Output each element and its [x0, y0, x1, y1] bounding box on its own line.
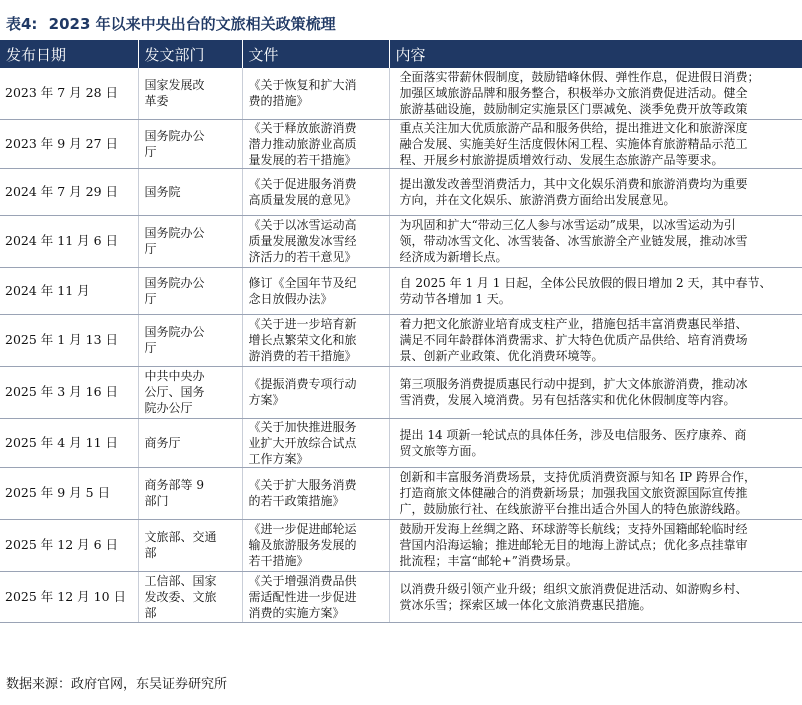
- cell-dept-line: 发改委、文旅: [144, 589, 217, 604]
- cell-dept-line: 厅: [144, 144, 157, 159]
- cell-content-line: 以消费升级引领产业升级；组织文旅消费促进活动、如游购乡村、: [399, 581, 748, 596]
- cell-dept: [138, 467, 242, 519]
- data-source: 数据来源：政府官网，东吴证券研究所: [6, 677, 228, 692]
- table-body: [0, 68, 802, 622]
- header-dept: 发文部门: [138, 40, 242, 68]
- cell-doc-line: 若干措施》: [248, 554, 309, 568]
- cell-content-line: 着力把文化旅游业培育成支柱产业，措施包括丰富消费惠民举措、: [399, 317, 748, 331]
- cell-dept: [138, 267, 242, 314]
- cell-dept: [138, 366, 242, 418]
- cell-dept-line: 工信部、国家: [144, 573, 217, 588]
- cell-date: 2025 年 12 月 6 日: [0, 519, 138, 571]
- table-row: [0, 68, 802, 119]
- cell-dept-line: 国务院办公: [144, 226, 205, 240]
- cell-dept-line: 院办公厅: [144, 401, 193, 415]
- table-row: [0, 571, 802, 622]
- cell-content-line: 第三项服务消费提质惠民行动中提到，扩大文体旅游消费，推动冰: [399, 377, 748, 391]
- cell-doc-line: 《关于增强消费品供: [248, 573, 357, 588]
- cell-content-line: 鼓励开发海上丝绸之路、环球游等长航线；支持外国籍邮轮临时经: [399, 522, 748, 536]
- cell-dept-line: 国务院办公: [144, 275, 205, 290]
- header-date: 发布日期: [0, 40, 138, 68]
- header-doc: 文件: [242, 40, 389, 68]
- cell-doc-line: 《提振消费专项行动: [248, 377, 357, 391]
- cell-dept-line: 国务院办公: [144, 128, 205, 143]
- cell-dept-line: 部: [144, 605, 157, 620]
- cell-dept: [138, 215, 242, 267]
- table-row: [0, 314, 802, 366]
- table-row: [0, 267, 802, 314]
- cell-dept-line: 国务院: [144, 184, 181, 199]
- cell-dept-line: 国务院办公: [144, 325, 205, 339]
- cell-dept-line: 厅: [144, 242, 157, 256]
- cell-content: [389, 571, 802, 622]
- cell-doc: [242, 68, 389, 119]
- table-title-label: 表4:: [6, 15, 38, 33]
- cell-content-line: 赏冰乐雪；探索区域一体化文旅消费惠民措施。: [399, 597, 652, 612]
- cell-content-line: 批流程；丰富“邮轮+”消费场景。: [399, 554, 578, 568]
- cell-doc: [242, 467, 389, 519]
- cell-dept-line: 中共中央办: [144, 369, 205, 383]
- cell-content: [389, 215, 802, 267]
- cell-content-line: 劳动节各增加 1 天。: [399, 291, 511, 306]
- cell-doc: [242, 366, 389, 418]
- cell-content-line: 为巩固和扩大“带动三亿人参与冰雪运动”成果，以冰雪运动为引: [399, 218, 736, 232]
- cell-dept-line: 文旅部、交通: [144, 530, 217, 544]
- cell-dept-line: 国家发展改: [144, 78, 205, 93]
- cell-doc-line: 《关于恢复和扩大消: [248, 78, 357, 93]
- cell-dept-line: 商务厅: [144, 435, 181, 450]
- cell-doc-line: 需适配性进一步促进: [248, 589, 357, 604]
- cell-content: [389, 519, 802, 571]
- cell-doc-line: 业扩大开放综合试点: [248, 435, 357, 450]
- cell-doc: [242, 119, 389, 168]
- cell-doc-line: 潜力推动旅游业高质: [248, 136, 357, 151]
- cell-doc: [242, 267, 389, 314]
- cell-content-line: 创新和丰富服务消费场景，支持优质消费资源与知名 IP 跨界合作，: [399, 470, 756, 484]
- cell-doc: [242, 519, 389, 571]
- cell-content: [389, 366, 802, 418]
- table-row: [0, 168, 802, 215]
- cell-dept: [138, 519, 242, 571]
- table-row: [0, 366, 802, 418]
- cell-content-line: 满足不同年龄群体消费需求、扩大特色优质产品供给、培育消费场: [399, 333, 748, 347]
- cell-doc-line: 《关于以冰雪运动高: [248, 218, 357, 232]
- cell-doc-line: 的若干政策措施》: [248, 494, 345, 508]
- cell-content-line: 贸文旅等方面。: [399, 443, 484, 458]
- cell-date: 2025 年 4 月 11 日: [0, 418, 138, 467]
- cell-content: [389, 267, 802, 314]
- cell-doc-line: 费的措施》: [248, 94, 309, 109]
- table-row: [0, 467, 802, 519]
- cell-doc: [242, 215, 389, 267]
- cell-date: 2023 年 7 月 28 日: [0, 68, 138, 119]
- table-row: [0, 418, 802, 467]
- cell-content-line: 全面落实带薪休假制度，鼓励错峰休假、弹性作息，促进假日消费；: [399, 70, 760, 85]
- cell-dept: [138, 314, 242, 366]
- cell-content-line: 融合发展、实施美好生活度假休闲工程、实施体育旅游精品示范工: [399, 136, 748, 151]
- cell-doc-line: 修订《全国年节及纪: [248, 275, 357, 290]
- cell-content-line: 加强区域旅游品牌和服务整合，积极举办文旅消费促进活动。健全: [399, 86, 748, 101]
- cell-date: 2025 年 1 月 13 日: [0, 314, 138, 366]
- table-header-row: [0, 40, 802, 68]
- cell-content-line: 重点关注加大优质旅游产品和服务供给，提出推进文化和旅游深度: [399, 120, 748, 135]
- cell-content-line: 经济成为新增长点。: [399, 250, 508, 264]
- cell-dept: [138, 571, 242, 622]
- cell-doc-line: 增长点繁荣文化和旅: [248, 333, 357, 347]
- cell-doc: [242, 314, 389, 366]
- cell-content-line: 提出激发改善型消费活力，其中文化娱乐消费和旅游消费均为重要: [399, 176, 748, 191]
- cell-content-line: 打造商旅文体健融合的消费新场景；加强我国文旅资源国际宣传推: [399, 486, 748, 500]
- cell-doc-line: 工作方案》: [248, 451, 309, 466]
- cell-content-line: 雪消费，发展入境消费。另有包括落实和优化休假制度等内容。: [399, 393, 736, 407]
- cell-dept: [138, 168, 242, 215]
- cell-content: [389, 68, 802, 119]
- cell-date: 2025 年 3 月 16 日: [0, 366, 138, 418]
- cell-doc-line: 《关于促进服务消费: [248, 176, 357, 191]
- cell-doc-line: 济活力的若干意见》: [248, 250, 357, 264]
- header-content: 内容: [389, 40, 802, 68]
- table-title-text: 2023 年以来中央出台的文旅相关政策梳理: [48, 15, 336, 33]
- cell-dept-line: 厅: [144, 341, 157, 355]
- cell-dept-line: 商务部等 9: [144, 478, 204, 492]
- cell-doc-line: 高质量发展的意见》: [248, 192, 357, 207]
- cell-doc-line: 《进一步促进邮轮运: [248, 522, 357, 536]
- cell-date: 2024 年 11 月 6 日: [0, 215, 138, 267]
- cell-doc-line: 《关于释放旅游消费: [248, 120, 357, 135]
- policy-table: [0, 40, 802, 623]
- cell-doc-line: 《关于加快推进服务: [248, 419, 357, 434]
- cell-date: 2025 年 9 月 5 日: [0, 467, 138, 519]
- cell-content: [389, 168, 802, 215]
- cell-doc-line: 《关于进一步培育新: [248, 317, 357, 331]
- cell-content: [389, 418, 802, 467]
- cell-date: 2023 年 9 月 27 日: [0, 119, 138, 168]
- cell-content-line: 营国内沿海运输；推进邮轮无目的地海上游试点；优化多点挂靠审: [399, 538, 748, 552]
- cell-dept-line: 公厅、国务: [144, 385, 205, 399]
- cell-doc-line: 质量发展激发冰雪经: [248, 234, 357, 248]
- cell-doc-line: 输及旅游服务发展的: [248, 538, 357, 552]
- cell-content-line: 自 2025 年 1 月 1 日起，全体公民放假的假日增加 2 天，其中春节、: [399, 275, 772, 290]
- cell-dept: [138, 418, 242, 467]
- table-title: [6, 13, 796, 35]
- cell-date: 2025 年 12 月 10 日: [0, 571, 138, 622]
- cell-doc: [242, 418, 389, 467]
- cell-doc-line: 念日放假办法》: [248, 291, 333, 306]
- cell-doc-line: 方案》: [248, 393, 285, 407]
- cell-content-line: 景、创新产业政策、优化消费环境等。: [399, 349, 604, 363]
- cell-doc-line: 消费的实施方案》: [248, 605, 345, 620]
- cell-dept-line: 革委: [144, 94, 169, 109]
- cell-content-line: 提出 14 项新一轮试点的具体任务，涉及电信服务、医疗康养、商: [399, 427, 747, 442]
- cell-dept: [138, 119, 242, 168]
- cell-doc: [242, 571, 389, 622]
- cell-content-line: 方向，并在文化娱乐、旅游消费方面给出发展意见。: [399, 192, 676, 207]
- cell-dept: [138, 68, 242, 119]
- cell-date: 2024 年 7 月 29 日: [0, 168, 138, 215]
- table-row: [0, 519, 802, 571]
- cell-content-line: 领，带动冰雪文化、冰雪装备、冰雪旅游全产业链发展，推动冰雪: [399, 234, 748, 248]
- cell-dept-line: 部: [144, 546, 157, 560]
- cell-date: 2024 年 11 月: [0, 267, 138, 314]
- cell-content-line: 旅游基础设施，鼓励制定实施景区门票减免、淡季免费开放等政策: [399, 102, 748, 117]
- cell-doc-line: 游消费的若干措施》: [248, 349, 357, 363]
- cell-doc: [242, 168, 389, 215]
- cell-content: [389, 119, 802, 168]
- cell-dept-line: 厅: [144, 291, 157, 306]
- cell-content: [389, 467, 802, 519]
- cell-content-line: 广，鼓励旅行社、在线旅游平台推出适合外国人的特色旅游线路。: [399, 502, 748, 516]
- cell-content: [389, 314, 802, 366]
- cell-content-line: 程、开展乡村旅游提质增效行动、发展生态旅游产品等要求。: [399, 152, 724, 167]
- table-row: [0, 215, 802, 267]
- cell-dept-line: 部门: [144, 494, 169, 508]
- cell-doc-line: 量发展的若干措施》: [248, 152, 357, 167]
- table-row: [0, 119, 802, 168]
- cell-doc-line: 《关于扩大服务消费: [248, 478, 357, 492]
